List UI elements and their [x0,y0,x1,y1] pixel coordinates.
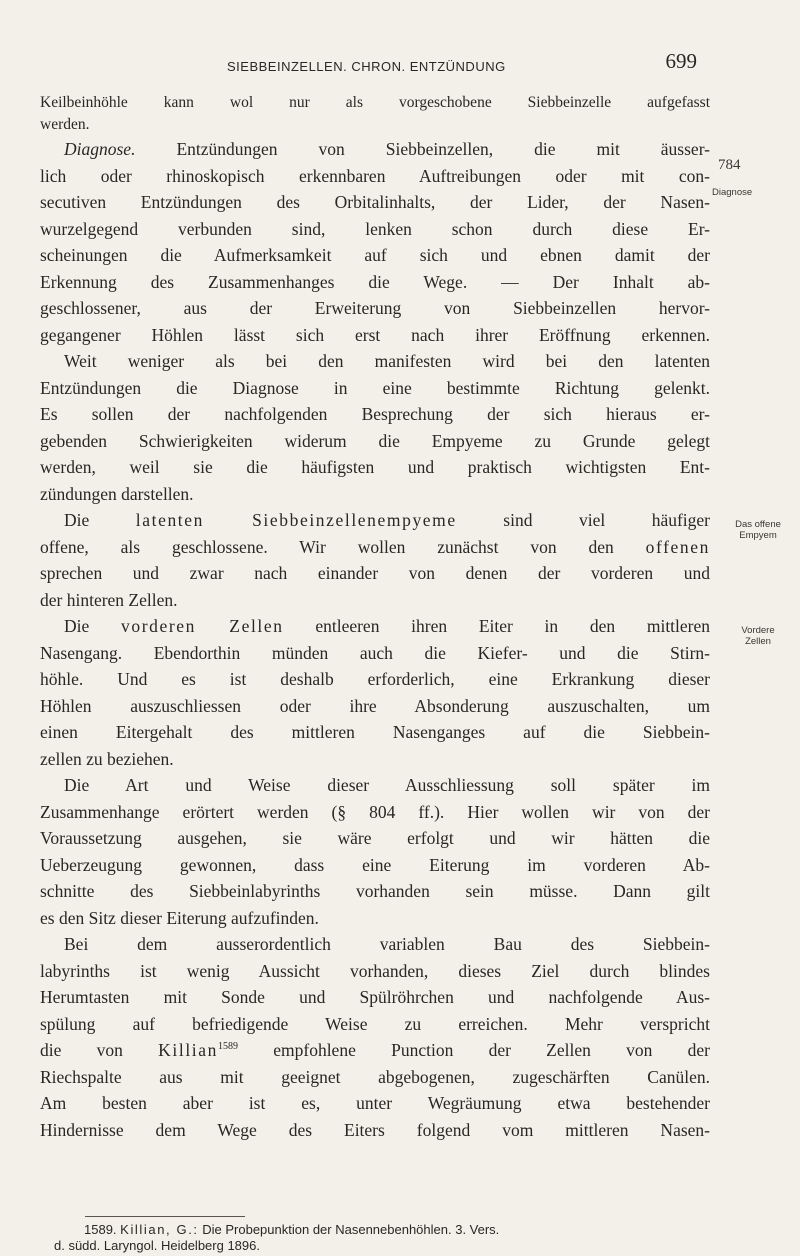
emphasis-term: vorderen Zellen [121,616,284,636]
text-line: der hinteren Zellen. [40,589,178,610]
text-line: Herumtasten mit Sonde und Spülröhrchen und nachfolgende Aus- [40,987,710,1007]
footnote-marker: 1589. [84,1222,117,1237]
margin-note-vordere-zellen: Vordere Zellen [741,625,775,647]
text-line: es den Sitz dieser Eiterung aufzufinden. [40,907,319,928]
text-line: Weit weniger als bei den manifesten wird bei den latenten [64,351,710,371]
text-line: Am besten aber ist es, unter Wegräumung etwa bestehender [40,1093,710,1113]
footnote-divider [85,1216,245,1217]
text-line: gebenden Schwierigkeiten widerum die Empyeme zu Grunde gelegt [40,430,710,451]
margin-note-offene-empyem: Das offene Empyem [735,519,781,541]
page-number: 699 [665,49,697,73]
margin-section-number: 784 [718,157,741,173]
page-header [227,49,697,81]
text-line: sprechen und zwar nach einander von denen der vorderen und [40,563,710,583]
text-line: höhle. Und es ist deshalb erforderlich, eine Erkrankung dieser [40,669,710,689]
footnote: 1589. Killian, G.: Die Probepunktion der Nasennebenhöhlen. 3. Vers. d. südd. Laryngol. Heidelberg 1896. [54,1222,694,1254]
text-line: Nasengang. Ebendorthin münden auch die Kiefer- und die Stirn- [40,642,710,663]
text-line: die von Killian$^{1589}$ empfohlene Punction der Zellen von der [40,1040,710,1060]
text-line: wurzelgegend verbunden sind, lenken schon durch diese Er- [40,218,710,239]
text-line: zellen zu beziehen. [40,748,174,769]
author-name: Killian [158,1040,218,1060]
text-line: Hindernisse dem Wege des Eiters folgend vom mittleren Nasen- [40,1119,710,1140]
text-line: Entzündungen die Diagnose in eine bestimmte Richtung gelenkt. [40,377,710,398]
emphasis-term: offenen [645,536,710,557]
text-line: Die vorderen Zellen entleeren ihren Eiter in den mittleren [64,616,711,636]
footnote-reference: 1589 [217,1041,238,1053]
text-line: Bei dem ausserordentlich variablen Bau des Siebbein- [64,934,710,954]
text-line: spülung auf befriedigende Weise zu erreichen. Mehr verspricht [40,1013,710,1034]
text-line: Erkennung des Zusammenhanges die Wege. — Der Inhalt ab- [40,271,710,292]
body-text [40,92,710,1143]
text-line: gegangener Höhlen lässt sich erst nach ihrer Eröffnung erkennen. [40,324,710,345]
text-line: scheinungen die Aufmerksamkeit auf sich und ebnen damit der [40,245,710,265]
text-line: werden. [40,116,90,133]
text-line: Ueberzeugung gewonnen, dass eine Eiterung im vorderen Ab- [40,854,710,875]
continuation-paragraph [40,92,710,136]
text-line: Voraussetzung ausgehen, sie wäre erfolgt und wir hätten die [40,828,710,848]
text-line: zündungen darstellen. [40,483,194,504]
emphasis-term: latenten Siebbeinzellenempyeme [135,510,457,530]
text-line: einen Eitergehalt des mittleren Nasenganges auf die Siebbein- [40,722,710,742]
text-line: offene, als geschlossene. Wir wollen zunächst von den offenen [40,536,710,557]
text-line: Es sollen der nachfolgenden Besprechung der sich hieraus er- [40,404,710,424]
text-line: Zusammenhange erörtert werden (§ 804 ff.). Hier wollen wir von der [40,801,710,822]
text-line: Die Art und Weise dieser Ausschliessung soll später im [64,775,710,795]
text-line: labyrinths ist wenig Aussicht vorhanden, dieses Ziel durch blindes [40,960,710,981]
text-line: Die latenten Siebbeinzellenempyeme sind viel häufiger [64,510,711,530]
text-line: lich oder rhinoskopisch erkennbaren Auftreibungen oder mit con- [40,165,710,186]
section-heading: Diagnose. [64,139,136,159]
text-line: geschlossener, aus der Erweiterung von Siebbeinzellen hervor- [40,298,710,318]
margin-note-diagnose: Diagnose [712,187,753,198]
footnote-author: Killian, G.: [120,1222,199,1237]
text-line: werden, weil sie die häufigsten und praktisch wichtigsten Ent- [40,457,710,477]
text-line: Höhlen auszuschliessen oder ihre Absonderung auszuschalten, um [40,695,710,716]
text-line: Diagnose. Entzündungen von Siebbeinzellen, die mit äusser- [64,139,711,159]
footnote-line: d. südd. Laryngol. Heidelberg 1896. [54,1238,260,1253]
text-line: schnitte des Siebbeinlabyrinths vorhanden sein müsse. Dann gilt [40,881,710,901]
text-line: secutiven Entzündungen des Orbitalinhalts, der Lider, der Nasen- [40,192,710,212]
text-line: Riechspalte aus mit geeignet abgebogenen, zugeschärften Canülen. [40,1066,710,1087]
text-line: Keilbeinhöhle kann wol nur als vorgeschobene Siebbeinzelle aufgefasst [40,94,710,111]
running-head: SIEBBEINZELLEN. CHRON. ENTZÜNDUNG [227,59,506,74]
